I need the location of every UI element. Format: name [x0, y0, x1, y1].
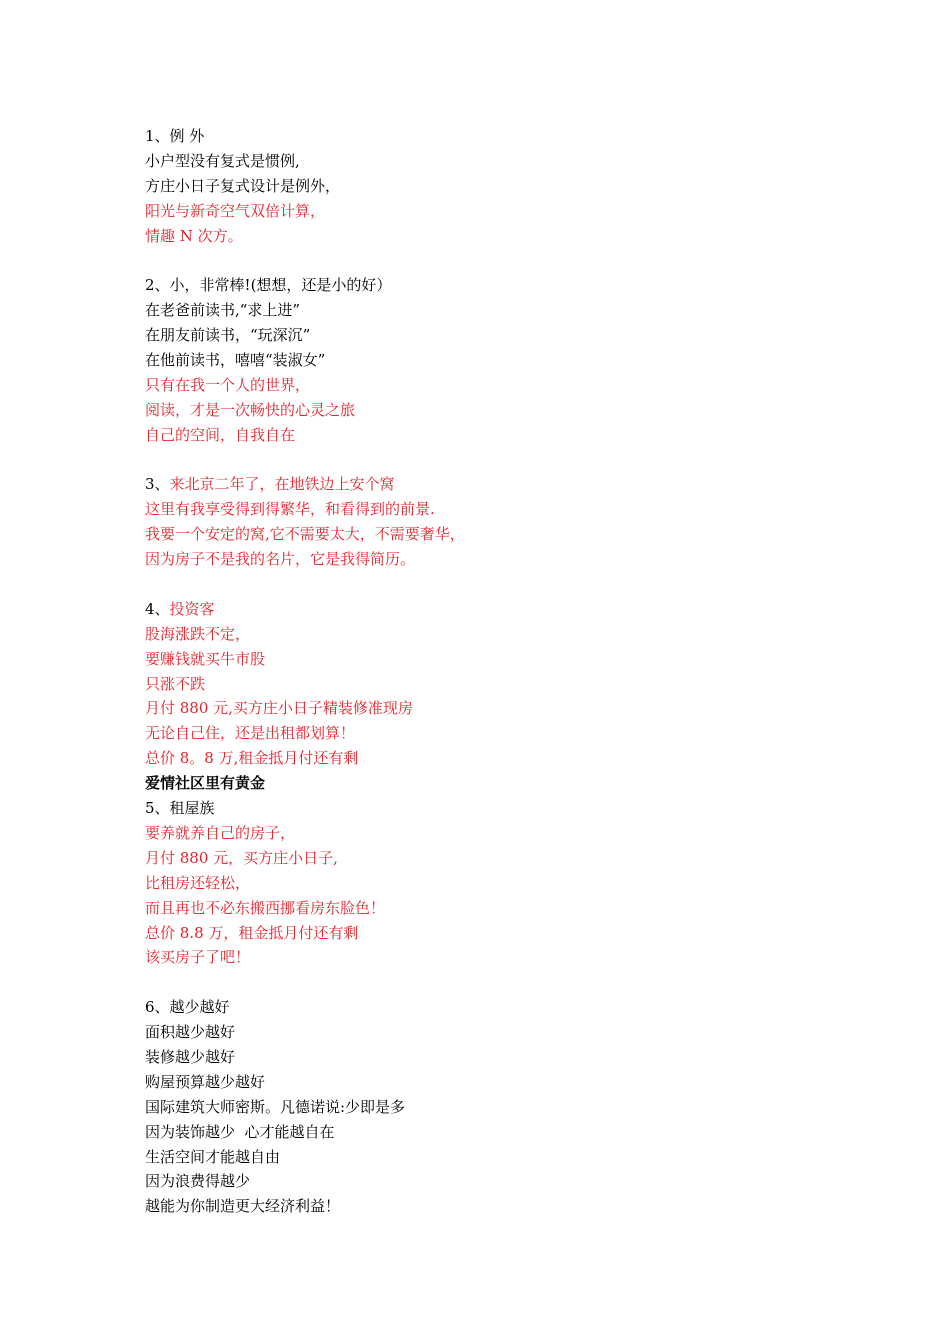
- section-number: 4、: [145, 599, 170, 618]
- section-number: 3、: [145, 475, 170, 494]
- section-3-heading: [145, 472, 905, 497]
- section-6-heading: 6、越少越好: [145, 998, 230, 1017]
- text-line: 因为房子不是我的名片，它是我得简历。: [145, 550, 416, 569]
- text-line: 因为装饰越少 心才能越自在: [145, 1122, 335, 1141]
- text-line: 这里有我享受得到得繁华，和看得到的前景.: [145, 500, 435, 519]
- text-line: 股海涨跌不定，: [145, 624, 251, 643]
- text-line: 装修越少越好: [145, 1047, 236, 1066]
- text-line: 购屋预算越少越好: [145, 1072, 266, 1091]
- spacer: [145, 248, 905, 273]
- text-line: 阳光与新奇空气双倍计算，: [145, 201, 326, 220]
- text-line: 月付 880 元，买方庄小日子,: [145, 848, 338, 867]
- spacer: [145, 572, 905, 597]
- text-line: 无论自己住，还是出租都划算！: [145, 724, 356, 743]
- text-line: 月付 880 元,买方庄小日子精装修准现房: [145, 699, 413, 718]
- text-line: 生活空间才能越自由: [145, 1147, 281, 1166]
- section-5-heading: 5、租屋族: [145, 799, 215, 818]
- text-line: 总价 8.8 万，租金抵月付还有剩: [145, 923, 359, 942]
- text-line: 要养就养自己的房子，: [145, 823, 296, 842]
- section-3: [145, 472, 905, 572]
- text-line: 在朋友前读书，“玩深沉”: [145, 326, 311, 345]
- text-line: 因为浪费得越少: [145, 1172, 251, 1191]
- text-line: 我要一个安定的窝,它不需要太大，不需要奢华，: [145, 525, 465, 544]
- text-line: 面积越少越好: [145, 1023, 236, 1042]
- text-line: 在他前读书，嘻嘻“装淑女”: [145, 351, 326, 370]
- text-line: 阅读，才是一次畅快的心灵之旅: [145, 400, 356, 419]
- heading-text: 来北京二年了，在地铁边上安个窝: [169, 475, 395, 494]
- section-2: [145, 273, 905, 447]
- text-line: 总价 8。8 万,租金抵月付还有剩: [145, 749, 359, 768]
- text-line: 方庄小日子复式设计是例外，: [145, 176, 341, 195]
- text-line: 要赚钱就买牛市股: [145, 649, 266, 668]
- text-line: 在老爸前读书,“求上进”: [145, 301, 301, 320]
- text-line: 小户型没有复式是惯例,: [145, 151, 300, 170]
- section-1-heading: 1、例 外: [145, 127, 205, 145]
- section-1: [145, 124, 905, 248]
- document-page: [145, 124, 905, 1219]
- text-line: 情趣 N 次方。: [145, 226, 243, 245]
- section-4: [145, 597, 905, 970]
- bold-subtitle: 爱情社区里有黄金: [145, 774, 266, 793]
- text-line: 国际建筑大师密斯。凡德诺说:少即是多: [145, 1097, 406, 1116]
- section-6: [145, 995, 905, 1219]
- heading-text: 投资客: [169, 599, 215, 618]
- text-line: 只有在我一个人的世界，: [145, 375, 311, 394]
- section-2-heading: 2、小，非常棒!(想想，还是小的好）: [145, 276, 392, 295]
- text-line: 比租房还轻松，: [145, 873, 251, 892]
- text-line: 该买房子了吧！: [145, 948, 251, 967]
- section-4-heading: [145, 597, 905, 622]
- text-line: 只涨不跌: [145, 674, 206, 693]
- spacer: [145, 970, 905, 995]
- text-line: 自己的空间，自我自在: [145, 425, 296, 444]
- text-line: 越能为你制造更大经济利益！: [145, 1197, 341, 1216]
- text-line: 而且再也不必东搬西挪看房东脸色！: [145, 898, 386, 917]
- spacer: [145, 448, 905, 473]
